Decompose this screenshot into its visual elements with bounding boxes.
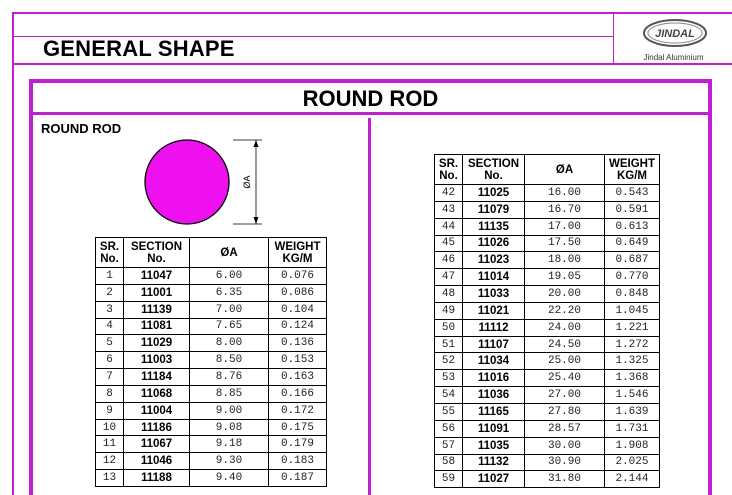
table-row [435,302,660,319]
section-cell: 11184 [124,369,190,386]
dia-cell: 17.00 [525,218,605,235]
weight-cell: 0.163 [269,369,327,386]
sr-cell: 7 [96,369,124,386]
profile-label: ROUND ROD [41,121,122,136]
dia-cell: 8.00 [190,335,269,352]
table-row [96,470,327,487]
weight-cell: 1.368 [605,370,660,387]
weight-cell: 0.770 [605,269,660,286]
dia-cell: 6.35 [190,284,269,301]
dia-cell: 7.65 [190,318,269,335]
table-row [435,185,660,202]
section-cell: 11186 [124,419,190,436]
weight-cell: 0.543 [605,185,660,202]
section-cell: 11046 [124,453,190,470]
section-cell: 11004 [124,402,190,419]
sr-cell: 12 [96,453,124,470]
weight-cell: 0.649 [605,235,660,252]
header-sr: SR. No. [96,238,124,268]
weight-cell: 0.136 [269,335,327,352]
sr-cell: 1 [96,268,124,285]
section-cell: 11025 [463,185,525,202]
section-cell: 11016 [463,370,525,387]
table-row [96,335,327,352]
table-row [96,402,327,419]
section-cell: 11139 [124,301,190,318]
table-row [435,471,660,488]
section-cell: 11132 [463,454,525,471]
dia-cell: 24.50 [525,336,605,353]
table-row [435,319,660,336]
sr-cell: 46 [435,252,463,269]
section-cell: 11036 [463,387,525,404]
sr-cell: 51 [435,336,463,353]
logo-text: JINDAL [655,28,695,40]
table-row [435,420,660,437]
table-row [435,235,660,252]
dia-cell: 7.00 [190,301,269,318]
table-row [96,419,327,436]
table-row [435,403,660,420]
section-cell: 11112 [463,319,525,336]
dia-cell: 20.00 [525,286,605,303]
dia-cell: 9.30 [190,453,269,470]
table-row [435,336,660,353]
sr-cell: 54 [435,387,463,404]
dia-cell: 8.50 [190,352,269,369]
sr-cell: 44 [435,218,463,235]
weight-cell: 1.221 [605,319,660,336]
dia-cell: 30.90 [525,454,605,471]
sr-cell: 50 [435,319,463,336]
weight-cell: 0.187 [269,470,327,487]
weight-cell: 1.908 [605,437,660,454]
dia-cell: 17.50 [525,235,605,252]
section-cell: 11188 [124,470,190,487]
sr-cell: 45 [435,235,463,252]
weight-cell: 2.025 [605,454,660,471]
sr-cell: 11 [96,436,124,453]
header-dia: ØA [190,238,269,268]
arrow-bottom [254,217,259,224]
sr-cell: 6 [96,352,124,369]
weight-cell: 0.175 [269,419,327,436]
table-row [96,284,327,301]
dia-cell: 19.05 [525,269,605,286]
section-cell: 11067 [124,436,190,453]
section-cell: 11107 [463,336,525,353]
weight-cell: 0.179 [269,436,327,453]
sr-cell: 53 [435,370,463,387]
dia-cell: 27.00 [525,387,605,404]
dia-cell: 9.40 [190,470,269,487]
section-cell: 11033 [463,286,525,303]
sr-cell: 8 [96,385,124,402]
section-cell: 11081 [124,318,190,335]
table-row [435,370,660,387]
table-row [435,269,660,286]
sr-cell: 2 [96,284,124,301]
sr-cell: 4 [96,318,124,335]
dimension-table-left [95,237,327,487]
logo-caption: Jindal Aluminium [643,53,704,62]
dia-cell: 28.57 [525,420,605,437]
table-row [96,385,327,402]
dimension-table-right [434,154,660,488]
dimension-label: ØA [242,175,252,189]
section-cell: 11026 [463,235,525,252]
logo-divider [613,12,614,64]
sr-cell: 52 [435,353,463,370]
section-cell: 11014 [463,269,525,286]
dia-cell: 25.00 [525,353,605,370]
arrow-top [254,140,259,147]
table-row [435,218,660,235]
dia-cell: 18.00 [525,252,605,269]
sr-cell: 13 [96,470,124,487]
section-cell: 11023 [463,252,525,269]
section-cell: 11001 [124,284,190,301]
weight-cell: 0.104 [269,301,327,318]
weight-cell: 1.272 [605,336,660,353]
weight-cell: 0.086 [269,284,327,301]
table-row [96,352,327,369]
table-row [435,437,660,454]
section-cell: 11029 [124,335,190,352]
sr-cell: 42 [435,185,463,202]
weight-cell: 0.172 [269,402,327,419]
section-cell: 11068 [124,385,190,402]
table-row [435,286,660,303]
header-section: SECTION No. [463,155,525,185]
dia-cell: 9.18 [190,436,269,453]
dia-cell: 25.40 [525,370,605,387]
dia-cell: 6.00 [190,268,269,285]
sr-cell: 10 [96,419,124,436]
sr-cell: 49 [435,302,463,319]
table-row [96,318,327,335]
dia-cell: 31.80 [525,471,605,488]
column-divider [368,118,371,495]
dia-cell: 8.85 [190,385,269,402]
dia-cell: 30.00 [525,437,605,454]
weight-cell: 1.639 [605,403,660,420]
section-cell: 11135 [463,218,525,235]
weight-cell: 0.591 [605,201,660,218]
table-row [96,268,327,285]
sr-cell: 3 [96,301,124,318]
sr-cell: 47 [435,269,463,286]
weight-cell: 0.183 [269,453,327,470]
dia-cell: 16.70 [525,201,605,218]
table-row [435,252,660,269]
weight-cell: 2.144 [605,471,660,488]
dia-cell: 22.20 [525,302,605,319]
section-cell: 11047 [124,268,190,285]
section-cell: 11034 [463,353,525,370]
section-cell: 11079 [463,201,525,218]
sr-cell: 59 [435,471,463,488]
section-cell: 11091 [463,420,525,437]
table-row [96,453,327,470]
header-sr: SR. No. [435,155,463,185]
dia-cell: 24.00 [525,319,605,336]
section-cell: 11003 [124,352,190,369]
sr-cell: 58 [435,454,463,471]
sr-cell: 57 [435,437,463,454]
weight-cell: 0.848 [605,286,660,303]
header-weight: WEIGHT KG/M [269,238,327,268]
weight-cell: 1.045 [605,302,660,319]
rod-cross-section [145,140,229,224]
weight-cell: 0.124 [269,318,327,335]
sr-cell: 48 [435,286,463,303]
weight-cell: 0.687 [605,252,660,269]
table-row [435,353,660,370]
weight-cell: 0.076 [269,268,327,285]
sr-cell: 43 [435,201,463,218]
table-row [96,436,327,453]
weight-cell: 0.153 [269,352,327,369]
table-row [435,387,660,404]
sr-cell: 9 [96,402,124,419]
table-row [96,369,327,386]
section-cell: 11035 [463,437,525,454]
dia-cell: 16.00 [525,185,605,202]
sr-cell: 5 [96,335,124,352]
dia-cell: 8.76 [190,369,269,386]
section-cell: 11027 [463,471,525,488]
section-cell: 11165 [463,403,525,420]
weight-cell: 1.325 [605,353,660,370]
section-cell: 11021 [463,302,525,319]
header-rule-bottom [12,63,732,65]
header-weight: WEIGHT KG/M [605,155,660,185]
weight-cell: 0.613 [605,218,660,235]
header-section: SECTION No. [124,238,190,268]
page-title: GENERAL SHAPE [43,36,235,61]
dia-cell: 9.00 [190,402,269,419]
table-row [435,454,660,471]
sr-cell: 55 [435,403,463,420]
table-row [435,201,660,218]
dia-cell: 27.80 [525,403,605,420]
section-title-bar [33,83,708,115]
weight-cell: 0.166 [269,385,327,402]
sr-cell: 56 [435,420,463,437]
section-title: ROUND ROD [302,86,439,111]
dia-cell: 9.08 [190,419,269,436]
weight-cell: 1.731 [605,420,660,437]
table-row [96,301,327,318]
header-dia: ØA [525,155,605,185]
weight-cell: 1.546 [605,387,660,404]
round-rod-drawing [138,136,268,228]
